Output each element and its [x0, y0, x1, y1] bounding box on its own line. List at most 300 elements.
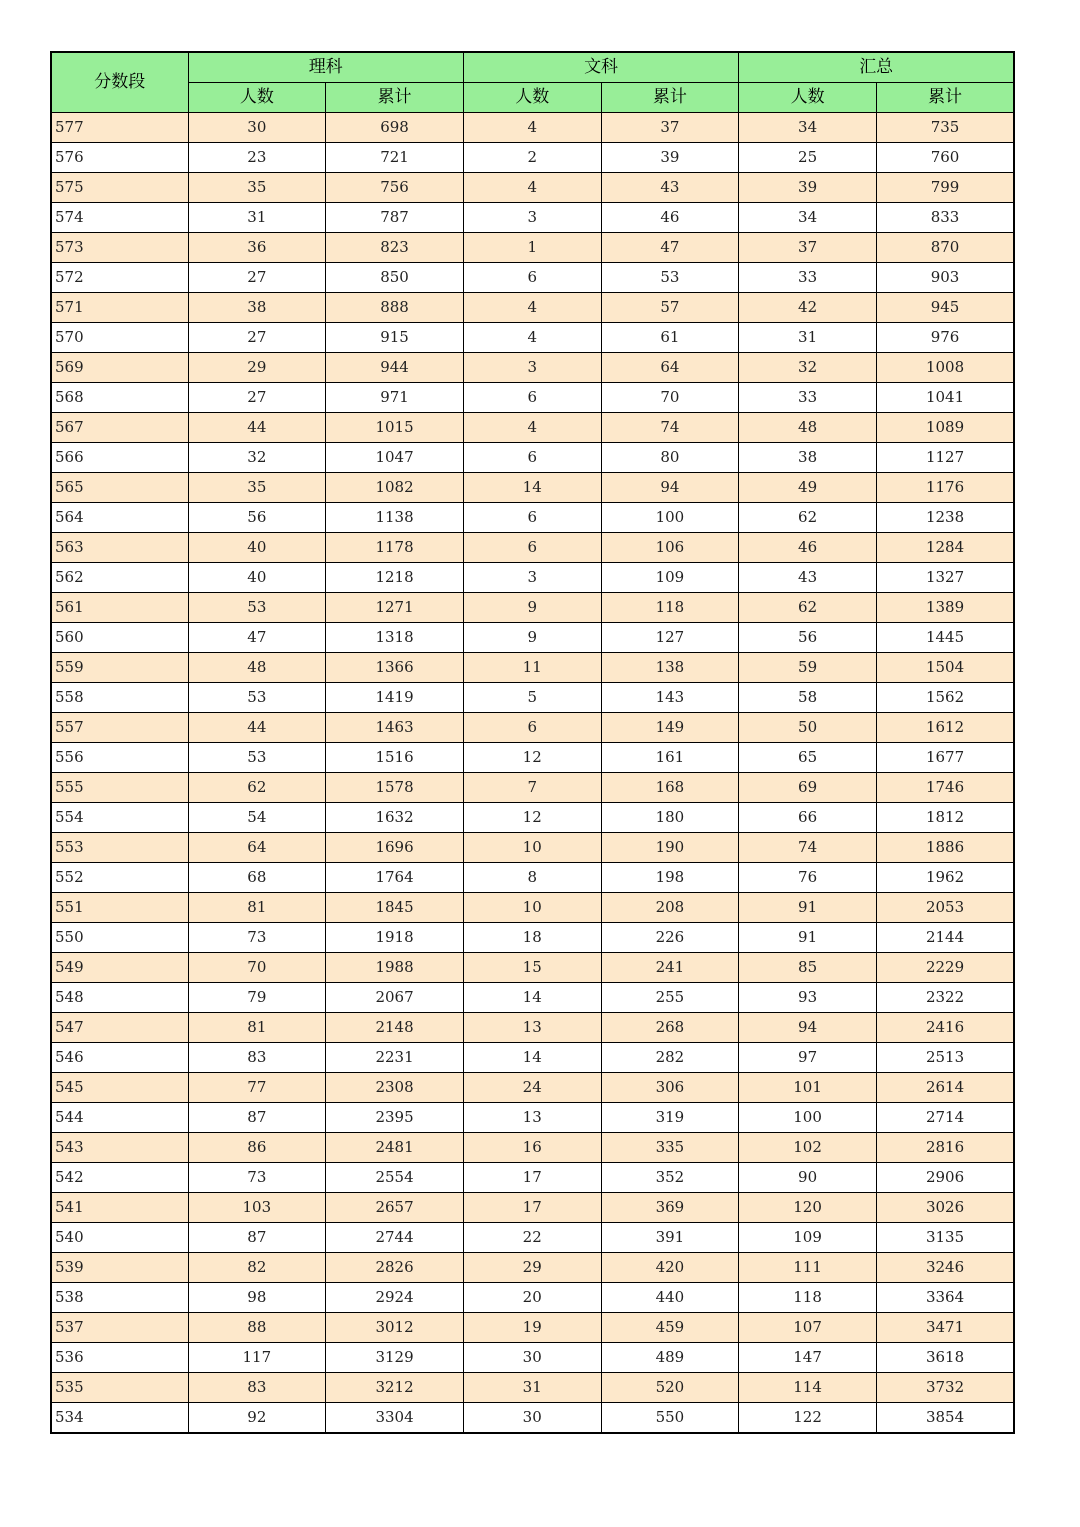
score-cell: 576 [51, 143, 188, 173]
arts-count-cell: 18 [463, 923, 601, 953]
total-count-cell: 62 [739, 503, 877, 533]
arts-cumulative-cell: 520 [601, 1373, 739, 1403]
table-row [51, 863, 1014, 893]
total-count-cell: 32 [739, 353, 877, 383]
science-cumulative-cell: 823 [326, 233, 464, 263]
arts-cumulative-cell: 46 [601, 203, 739, 233]
total-cumulative-cell: 1504 [876, 653, 1014, 683]
arts-cumulative-cell: 168 [601, 773, 739, 803]
arts-cumulative-cell: 282 [601, 1043, 739, 1073]
science-count-cell: 77 [188, 1073, 326, 1103]
total-cumulative-cell: 735 [876, 113, 1014, 143]
arts-cumulative-cell: 64 [601, 353, 739, 383]
arts-count-cell: 17 [463, 1163, 601, 1193]
total-count-cell: 31 [739, 323, 877, 353]
science-count-cell: 53 [188, 593, 326, 623]
table-row [51, 833, 1014, 863]
science-count-cell: 36 [188, 233, 326, 263]
total-cumulative-cell: 1677 [876, 743, 1014, 773]
science-cumulative-cell: 971 [326, 383, 464, 413]
total-count-cell: 25 [739, 143, 877, 173]
score-cell: 535 [51, 1373, 188, 1403]
science-count-cell: 68 [188, 863, 326, 893]
header-score-band: 分数段 [51, 52, 188, 113]
arts-count-cell: 9 [463, 623, 601, 653]
arts-cumulative-cell: 74 [601, 413, 739, 443]
arts-count-cell: 4 [463, 323, 601, 353]
arts-count-cell: 14 [463, 1043, 601, 1073]
science-count-cell: 82 [188, 1253, 326, 1283]
arts-count-cell: 10 [463, 833, 601, 863]
science-count-cell: 44 [188, 713, 326, 743]
science-cumulative-cell: 1845 [326, 893, 464, 923]
science-count-cell: 83 [188, 1373, 326, 1403]
score-cell: 572 [51, 263, 188, 293]
science-cumulative-cell: 1463 [326, 713, 464, 743]
arts-count-cell: 30 [463, 1403, 601, 1434]
score-cell: 540 [51, 1223, 188, 1253]
header-row-groups [51, 52, 1014, 83]
total-cumulative-cell: 2513 [876, 1043, 1014, 1073]
table-row [51, 323, 1014, 353]
science-count-cell: 56 [188, 503, 326, 533]
score-distribution-table [50, 51, 1015, 1434]
science-cumulative-cell: 2826 [326, 1253, 464, 1283]
arts-count-cell: 6 [463, 503, 601, 533]
total-cumulative-cell: 976 [876, 323, 1014, 353]
total-cumulative-cell: 1962 [876, 863, 1014, 893]
table-row [51, 653, 1014, 683]
score-cell: 548 [51, 983, 188, 1013]
arts-cumulative-cell: 268 [601, 1013, 739, 1043]
arts-cumulative-cell: 149 [601, 713, 739, 743]
science-count-cell: 27 [188, 383, 326, 413]
arts-count-cell: 19 [463, 1313, 601, 1343]
total-cumulative-cell: 3732 [876, 1373, 1014, 1403]
science-count-cell: 27 [188, 263, 326, 293]
total-cumulative-cell: 1445 [876, 623, 1014, 653]
total-cumulative-cell: 1176 [876, 473, 1014, 503]
total-count-cell: 37 [739, 233, 877, 263]
arts-cumulative-cell: 94 [601, 473, 739, 503]
arts-cumulative-cell: 47 [601, 233, 739, 263]
science-cumulative-cell: 1271 [326, 593, 464, 623]
science-cumulative-cell: 698 [326, 113, 464, 143]
total-count-cell: 58 [739, 683, 877, 713]
arts-cumulative-cell: 226 [601, 923, 739, 953]
total-cumulative-cell: 2906 [876, 1163, 1014, 1193]
arts-cumulative-cell: 106 [601, 533, 739, 563]
total-count-cell: 69 [739, 773, 877, 803]
science-count-cell: 88 [188, 1313, 326, 1343]
total-count-cell: 109 [739, 1223, 877, 1253]
science-cumulative-cell: 3304 [326, 1403, 464, 1434]
science-cumulative-cell: 3212 [326, 1373, 464, 1403]
arts-count-cell: 4 [463, 173, 601, 203]
total-count-cell: 102 [739, 1133, 877, 1163]
science-count-cell: 47 [188, 623, 326, 653]
arts-cumulative-cell: 198 [601, 863, 739, 893]
arts-cumulative-cell: 109 [601, 563, 739, 593]
science-count-cell: 103 [188, 1193, 326, 1223]
total-cumulative-cell: 2614 [876, 1073, 1014, 1103]
total-cumulative-cell: 1089 [876, 413, 1014, 443]
score-cell: 563 [51, 533, 188, 563]
arts-count-cell: 9 [463, 593, 601, 623]
score-cell: 561 [51, 593, 188, 623]
table-row [51, 233, 1014, 263]
arts-count-cell: 10 [463, 893, 601, 923]
score-cell: 552 [51, 863, 188, 893]
total-cumulative-cell: 3854 [876, 1403, 1014, 1434]
science-cumulative-cell: 1318 [326, 623, 464, 653]
total-cumulative-cell: 3026 [876, 1193, 1014, 1223]
arts-count-cell: 6 [463, 383, 601, 413]
total-cumulative-cell: 3364 [876, 1283, 1014, 1313]
total-cumulative-cell: 760 [876, 143, 1014, 173]
table-row [51, 1073, 1014, 1103]
total-cumulative-cell: 2714 [876, 1103, 1014, 1133]
total-count-cell: 147 [739, 1343, 877, 1373]
total-count-cell: 91 [739, 923, 877, 953]
science-cumulative-cell: 3012 [326, 1313, 464, 1343]
score-cell: 571 [51, 293, 188, 323]
science-count-cell: 35 [188, 473, 326, 503]
science-count-cell: 23 [188, 143, 326, 173]
table-row [51, 953, 1014, 983]
science-cumulative-cell: 850 [326, 263, 464, 293]
table-row [51, 413, 1014, 443]
table-row [51, 623, 1014, 653]
total-count-cell: 100 [739, 1103, 877, 1133]
total-count-cell: 76 [739, 863, 877, 893]
total-count-cell: 42 [739, 293, 877, 323]
science-cumulative-cell: 1578 [326, 773, 464, 803]
science-count-cell: 73 [188, 1163, 326, 1193]
total-count-cell: 34 [739, 203, 877, 233]
table-row [51, 1403, 1014, 1434]
arts-cumulative-cell: 306 [601, 1073, 739, 1103]
science-count-cell: 48 [188, 653, 326, 683]
score-cell: 543 [51, 1133, 188, 1163]
total-count-cell: 34 [739, 113, 877, 143]
arts-cumulative-cell: 550 [601, 1403, 739, 1434]
arts-cumulative-cell: 369 [601, 1193, 739, 1223]
science-count-cell: 35 [188, 173, 326, 203]
science-count-cell: 83 [188, 1043, 326, 1073]
total-count-cell: 62 [739, 593, 877, 623]
arts-count-cell: 1 [463, 233, 601, 263]
science-cumulative-cell: 2395 [326, 1103, 464, 1133]
science-count-cell: 31 [188, 203, 326, 233]
arts-cumulative-cell: 440 [601, 1283, 739, 1313]
science-count-cell: 40 [188, 533, 326, 563]
table-row [51, 893, 1014, 923]
score-cell: 556 [51, 743, 188, 773]
table-row [51, 353, 1014, 383]
arts-cumulative-cell: 43 [601, 173, 739, 203]
total-count-cell: 122 [739, 1403, 877, 1434]
total-cumulative-cell: 1612 [876, 713, 1014, 743]
score-cell: 555 [51, 773, 188, 803]
total-cumulative-cell: 2816 [876, 1133, 1014, 1163]
total-cumulative-cell: 3246 [876, 1253, 1014, 1283]
total-count-cell: 56 [739, 623, 877, 653]
science-cumulative-cell: 888 [326, 293, 464, 323]
score-cell: 542 [51, 1163, 188, 1193]
science-count-cell: 44 [188, 413, 326, 443]
science-count-cell: 64 [188, 833, 326, 863]
total-count-cell: 101 [739, 1073, 877, 1103]
table-row [51, 923, 1014, 953]
arts-count-cell: 6 [463, 713, 601, 743]
score-cell: 536 [51, 1343, 188, 1373]
science-cumulative-cell: 2554 [326, 1163, 464, 1193]
science-cumulative-cell: 787 [326, 203, 464, 233]
science-count-cell: 54 [188, 803, 326, 833]
table-header [51, 52, 1014, 113]
total-count-cell: 33 [739, 263, 877, 293]
arts-count-cell: 3 [463, 563, 601, 593]
total-cumulative-cell: 1008 [876, 353, 1014, 383]
arts-count-cell: 6 [463, 263, 601, 293]
science-cumulative-cell: 2657 [326, 1193, 464, 1223]
arts-count-cell: 4 [463, 293, 601, 323]
table-row [51, 203, 1014, 233]
table-row [51, 113, 1014, 143]
table-row [51, 983, 1014, 1013]
total-cumulative-cell: 799 [876, 173, 1014, 203]
score-cell: 568 [51, 383, 188, 413]
science-count-cell: 32 [188, 443, 326, 473]
total-count-cell: 46 [739, 533, 877, 563]
arts-cumulative-cell: 459 [601, 1313, 739, 1343]
science-count-cell: 81 [188, 893, 326, 923]
score-cell: 549 [51, 953, 188, 983]
arts-count-cell: 13 [463, 1103, 601, 1133]
total-count-cell: 49 [739, 473, 877, 503]
total-cumulative-cell: 1327 [876, 563, 1014, 593]
arts-cumulative-cell: 161 [601, 743, 739, 773]
science-cumulative-cell: 2924 [326, 1283, 464, 1313]
header-science-cumulative: 累计 [326, 83, 464, 113]
arts-count-cell: 30 [463, 1343, 601, 1373]
total-count-cell: 85 [739, 953, 877, 983]
science-cumulative-cell: 1047 [326, 443, 464, 473]
science-cumulative-cell: 1082 [326, 473, 464, 503]
score-cell: 557 [51, 713, 188, 743]
table-row [51, 1253, 1014, 1283]
science-count-cell: 73 [188, 923, 326, 953]
total-count-cell: 74 [739, 833, 877, 863]
total-cumulative-cell: 903 [876, 263, 1014, 293]
science-count-cell: 53 [188, 743, 326, 773]
arts-count-cell: 8 [463, 863, 601, 893]
arts-cumulative-cell: 241 [601, 953, 739, 983]
score-cell: 566 [51, 443, 188, 473]
science-cumulative-cell: 756 [326, 173, 464, 203]
arts-count-cell: 16 [463, 1133, 601, 1163]
table-row [51, 1313, 1014, 1343]
score-cell: 554 [51, 803, 188, 833]
total-cumulative-cell: 1238 [876, 503, 1014, 533]
science-count-cell: 29 [188, 353, 326, 383]
table-row [51, 713, 1014, 743]
arts-count-cell: 15 [463, 953, 601, 983]
arts-cumulative-cell: 138 [601, 653, 739, 683]
arts-count-cell: 12 [463, 743, 601, 773]
science-cumulative-cell: 2744 [326, 1223, 464, 1253]
total-count-cell: 38 [739, 443, 877, 473]
total-cumulative-cell: 2416 [876, 1013, 1014, 1043]
arts-count-cell: 6 [463, 443, 601, 473]
table-row [51, 533, 1014, 563]
arts-cumulative-cell: 335 [601, 1133, 739, 1163]
science-cumulative-cell: 915 [326, 323, 464, 353]
arts-count-cell: 31 [463, 1373, 601, 1403]
table-row [51, 1283, 1014, 1313]
score-cell: 573 [51, 233, 188, 263]
science-cumulative-cell: 1366 [326, 653, 464, 683]
score-cell: 570 [51, 323, 188, 353]
science-count-cell: 98 [188, 1283, 326, 1313]
total-cumulative-cell: 1562 [876, 683, 1014, 713]
total-count-cell: 90 [739, 1163, 877, 1193]
total-cumulative-cell: 1886 [876, 833, 1014, 863]
total-count-cell: 43 [739, 563, 877, 593]
total-cumulative-cell: 1746 [876, 773, 1014, 803]
table-row [51, 1223, 1014, 1253]
header-science-count: 人数 [188, 83, 326, 113]
science-count-cell: 53 [188, 683, 326, 713]
total-cumulative-cell: 833 [876, 203, 1014, 233]
table-row [51, 593, 1014, 623]
score-cell: 541 [51, 1193, 188, 1223]
science-cumulative-cell: 1918 [326, 923, 464, 953]
score-cell: 538 [51, 1283, 188, 1313]
score-cell: 565 [51, 473, 188, 503]
table-row [51, 1013, 1014, 1043]
arts-count-cell: 11 [463, 653, 601, 683]
score-cell: 544 [51, 1103, 188, 1133]
total-count-cell: 93 [739, 983, 877, 1013]
header-group-science: 理科 [188, 52, 463, 83]
science-cumulative-cell: 2481 [326, 1133, 464, 1163]
arts-count-cell: 3 [463, 353, 601, 383]
science-cumulative-cell: 2148 [326, 1013, 464, 1043]
arts-cumulative-cell: 118 [601, 593, 739, 623]
science-cumulative-cell: 2067 [326, 983, 464, 1013]
total-count-cell: 111 [739, 1253, 877, 1283]
total-cumulative-cell: 1127 [876, 443, 1014, 473]
total-count-cell: 65 [739, 743, 877, 773]
table-row [51, 1373, 1014, 1403]
table-row [51, 1343, 1014, 1373]
score-cell: 545 [51, 1073, 188, 1103]
science-count-cell: 87 [188, 1103, 326, 1133]
science-count-cell: 81 [188, 1013, 326, 1043]
total-count-cell: 91 [739, 893, 877, 923]
score-cell: 553 [51, 833, 188, 863]
total-cumulative-cell: 945 [876, 293, 1014, 323]
science-count-cell: 62 [188, 773, 326, 803]
arts-count-cell: 2 [463, 143, 601, 173]
score-cell: 562 [51, 563, 188, 593]
total-count-cell: 118 [739, 1283, 877, 1313]
header-row-subcolumns [51, 83, 1014, 113]
total-count-cell: 97 [739, 1043, 877, 1073]
table-row [51, 683, 1014, 713]
science-count-cell: 86 [188, 1133, 326, 1163]
science-count-cell: 70 [188, 953, 326, 983]
score-cell: 577 [51, 113, 188, 143]
science-cumulative-cell: 2231 [326, 1043, 464, 1073]
total-count-cell: 94 [739, 1013, 877, 1043]
arts-count-cell: 14 [463, 473, 601, 503]
table-body [51, 113, 1014, 1434]
score-cell: 558 [51, 683, 188, 713]
science-cumulative-cell: 1419 [326, 683, 464, 713]
science-count-cell: 30 [188, 113, 326, 143]
science-count-cell: 38 [188, 293, 326, 323]
total-count-cell: 33 [739, 383, 877, 413]
table-row [51, 503, 1014, 533]
header-group-arts: 文科 [463, 52, 738, 83]
total-count-cell: 107 [739, 1313, 877, 1343]
arts-cumulative-cell: 180 [601, 803, 739, 833]
arts-cumulative-cell: 255 [601, 983, 739, 1013]
table-row [51, 563, 1014, 593]
total-cumulative-cell: 3135 [876, 1223, 1014, 1253]
arts-cumulative-cell: 39 [601, 143, 739, 173]
score-cell: 560 [51, 623, 188, 653]
arts-cumulative-cell: 100 [601, 503, 739, 533]
arts-cumulative-cell: 352 [601, 1163, 739, 1193]
arts-count-cell: 12 [463, 803, 601, 833]
science-cumulative-cell: 1516 [326, 743, 464, 773]
score-cell: 569 [51, 353, 188, 383]
table-row [51, 1193, 1014, 1223]
table-row [51, 803, 1014, 833]
science-count-cell: 117 [188, 1343, 326, 1373]
arts-cumulative-cell: 70 [601, 383, 739, 413]
science-cumulative-cell: 1696 [326, 833, 464, 863]
arts-count-cell: 7 [463, 773, 601, 803]
table-row [51, 173, 1014, 203]
header-group-total: 汇总 [739, 52, 1014, 83]
total-cumulative-cell: 2053 [876, 893, 1014, 923]
arts-cumulative-cell: 391 [601, 1223, 739, 1253]
arts-cumulative-cell: 57 [601, 293, 739, 323]
total-count-cell: 50 [739, 713, 877, 743]
arts-cumulative-cell: 127 [601, 623, 739, 653]
score-cell: 539 [51, 1253, 188, 1283]
score-cell: 550 [51, 923, 188, 953]
total-cumulative-cell: 1389 [876, 593, 1014, 623]
table-row [51, 443, 1014, 473]
table-row [51, 1043, 1014, 1073]
total-cumulative-cell: 1812 [876, 803, 1014, 833]
total-count-cell: 59 [739, 653, 877, 683]
table-row [51, 773, 1014, 803]
science-cumulative-cell: 944 [326, 353, 464, 383]
science-count-cell: 92 [188, 1403, 326, 1434]
arts-cumulative-cell: 53 [601, 263, 739, 293]
arts-cumulative-cell: 80 [601, 443, 739, 473]
header-arts-count: 人数 [463, 83, 601, 113]
arts-count-cell: 14 [463, 983, 601, 1013]
arts-cumulative-cell: 37 [601, 113, 739, 143]
